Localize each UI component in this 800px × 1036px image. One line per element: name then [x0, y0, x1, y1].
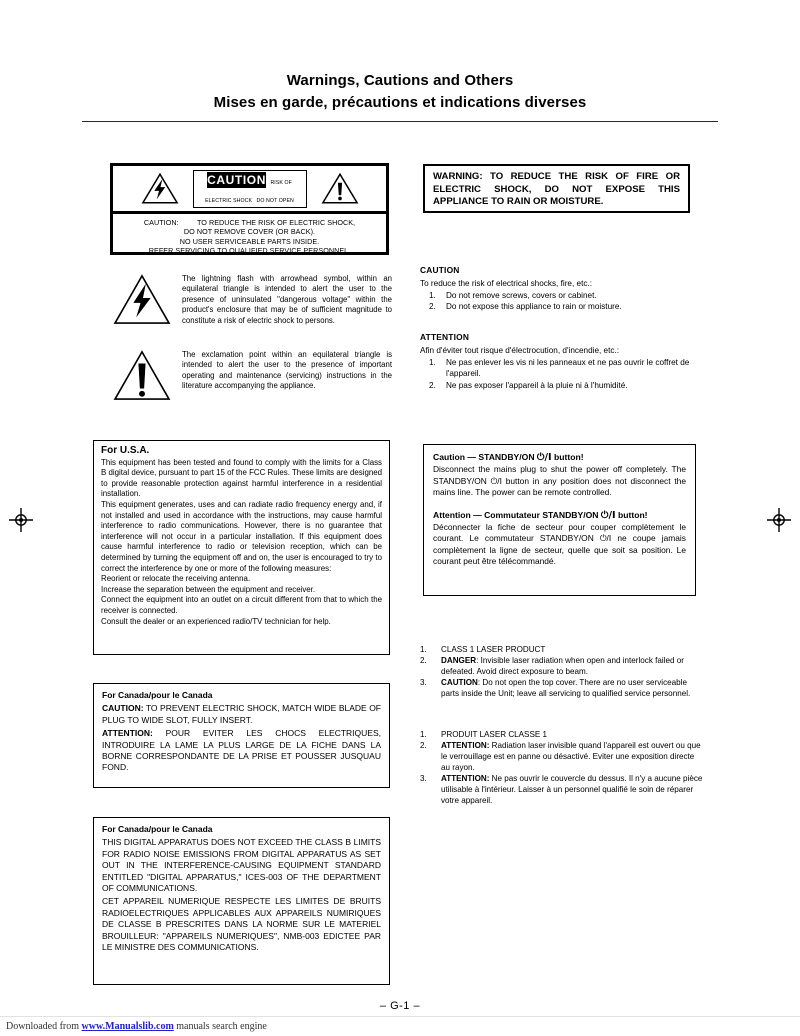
manualslib-footer-bar [0, 1016, 800, 1036]
exclamation-triangle-icon [112, 349, 172, 402]
list-item-text: Do not remove screws, covers or cabinet. [446, 291, 597, 300]
manualslib-link[interactable]: www.Manualslib.com [81, 1021, 174, 1032]
standby-fr-heading-post: button! [615, 509, 648, 520]
laser-notice-en [420, 644, 705, 699]
list-item-number: 3. [420, 774, 427, 783]
list-item [420, 290, 700, 301]
page-number: – G-1 – [379, 1000, 421, 1012]
caution-pictogram-panel [110, 163, 389, 255]
spacer [433, 499, 686, 510]
fcc-measure-4: Consult the dealer or an experienced radio/TV technician for help. [101, 616, 331, 626]
fcc-paragraph-2: This equipment generates, uses and can radiate radio frequency energy and, if not installed and used in accordance with the instructions, may cause harmful interference to radio communications. However, there is no guarantee that interference will not occur in a particular installation. If this equipment does cause harmful interference to radio or television reception, which can be determined by turning the equipment off and on, the user is encouraged to try to correct the interference by one or more of the following measures: [101, 499, 382, 573]
standby-en-heading-pre: Caution — STANDBY/ON [433, 452, 537, 462]
caution-sub-line2: DO NOT OPEN [256, 197, 294, 204]
list-item [420, 301, 700, 312]
list-item-number: 2. [420, 741, 427, 750]
laser-notice-fr [420, 729, 705, 806]
canada-ices-box [93, 817, 390, 985]
canada-attention-label: ATTENTION: [102, 728, 153, 739]
canada-box-2-heading: For Canada/pour le Canada [102, 824, 213, 834]
warning-box-text: WARNING: TO REDUCE THE RISK OF FIRE OR ELECTRIC SHOCK, DO NOT EXPOSE THIS APPLIANCE TO RAIN OR MOISTURE. [433, 171, 680, 208]
standby-fr-heading [433, 510, 686, 521]
standby-fr-heading-pre: Attention — Commutateur STANDBY/ON [433, 509, 601, 520]
list-item-emphasis: ATTENTION: [441, 741, 490, 750]
list-item-emphasis: ATTENTION: [441, 774, 490, 783]
caution-panel-symbol-row [113, 166, 386, 214]
canada-box-1-heading: For Canada/pour le Canada [102, 690, 213, 700]
standby-en-heading [433, 452, 686, 463]
list-item [420, 357, 708, 380]
exclamation-symbol-explanation [112, 349, 392, 402]
caution-list-heading: CAUTION [420, 265, 460, 275]
download-prefix: Downloaded from [6, 1021, 82, 1032]
lightning-symbol-text: The lightning flash with arrowhead symbol, within an equilateral triangle is intended to alert the user to the presence of uninsulated "dangerous voltage" within the product's enclosure that may be of sufficient magnitude to constitute a risk of electric shock to persons. [182, 274, 392, 325]
exclamation-symbol-text: The exclamation point within an equilateral triangle is intended to alert the user to the presence of important operating and maintenance (servicing) instructions in the literature accompanying the appliance. [182, 350, 392, 391]
list-item-text: PRODUIT LASER CLASSE 1 [441, 730, 548, 739]
registration-mark-icon [766, 507, 792, 533]
page-title [0, 70, 800, 114]
list-item [420, 677, 705, 699]
list-item-text: Ne pas ouvrir le couvercle du dessus. Il n'y a aucune pièce utilisable à l'intérieur. Laisser à un personnel qualifié le soin de réparer votre appareil. [441, 774, 703, 805]
warning-box [423, 164, 690, 213]
list-item [420, 729, 705, 740]
manualslib-footer-text [0, 1017, 800, 1032]
power-standby-icon: ⏻/I [536, 452, 552, 463]
standby-en-body: Disconnect the mains plug to shut the power off completely. The STANDBY/ON ⏻/I button in any position does not disconnect the mains line. The power can be remote controlled. [433, 464, 686, 498]
caution-body-line1-text: TO REDUCE THE RISK OF ELECTRIC SHOCK, [196, 218, 356, 227]
canada-caution-label: CAUTION: [102, 703, 144, 714]
list-item-emphasis: DANGER [441, 656, 477, 665]
canada-attention-text: POUR EVITER LES CHOCS ELECTRIQUES, INTRODUIRE LA LAME LA PLUS LARGE DE LA FICHE DANS LA BORNE CORRESPONDANTE DE LA PRISE ET POUSSER JUSQUAU FOND. [102, 728, 381, 773]
caution-label-block [193, 170, 307, 208]
lightning-bolt-triangle-icon [112, 273, 172, 326]
canada-box-1-caution [102, 703, 381, 726]
caution-body-line3: NO USER SERVICEABLE PARTS INSIDE. [179, 236, 320, 246]
list-item-number: 2. [429, 380, 436, 390]
list-item-text: Do not expose this appliance to rain or moisture. [446, 302, 622, 312]
attention-list-block [420, 332, 708, 391]
list-item-number: 1. [429, 291, 436, 300]
attention-list-heading: ATTENTION [420, 332, 470, 342]
standby-fr-body: Déconnecter la fiche de secteur pour couper complètement le courant. Le commutateur STANDBY/ON ⏻/I ne coupe jamais complètement la ligne de secteur, quelle que soit sa position. Le courant peut être télécommandé. [433, 522, 686, 567]
list-item-text: CLASS 1 LASER PRODUCT [441, 645, 546, 654]
list-item-number: 2. [420, 656, 427, 665]
canada-box-2-paragraph-en: THIS DIGITAL APPARATUS DOES NOT EXCEED THE CLASS B LIMITS FOR RADIO NOISE EMISSIONS FROM DIGITAL APPARATUS AS SET OUT IN THE INTERFERENCE-CAUSING EQUIPMENT STANDARD ENTITLED "DIGITAL APPARATUS," ICES-003 OF THE DEPARTMENT OF COMMUNICATIONS. [102, 837, 381, 894]
list-item-emphasis: CAUTION [441, 678, 478, 687]
page-title-fr: Mises en garde, précautions et indications diverses [213, 93, 587, 111]
standby-on-caution-box [423, 444, 696, 596]
list-item [420, 655, 705, 677]
caution-list-intro: To reduce the risk of electrical shocks, fire, etc.: [420, 279, 593, 288]
caution-list-block [420, 265, 700, 313]
fcc-usa-box [93, 440, 390, 655]
caution-list-items [420, 290, 700, 313]
list-item-number: 2. [429, 302, 436, 312]
download-suffix: manuals search engine [173, 1021, 267, 1032]
caution-panel-body [113, 214, 386, 259]
canada-box-1-attention [102, 728, 381, 774]
fcc-paragraph-1: This equipment has been tested and found to comply with the limits for a Class B digital device, pursuant to part 15 of the FCC Rules. These limits are designed to provide reasonable protection against harmful interference in a residential installation. [101, 457, 382, 499]
list-item-text: Ne pas exposer l'appareil à la pluie ni à l'humidité. [446, 380, 628, 390]
list-item-number: 3. [420, 678, 427, 687]
fcc-heading: For U.S.A. [101, 445, 150, 456]
registration-mark-icon [8, 507, 34, 533]
caution-sub-line1: RISK OF ELECTRIC SHOCK [205, 179, 292, 204]
canada-caution-text: TO PREVENT ELECTRIC SHOCK, MATCH WIDE BLADE OF PLUG TO WIDE SLOT, FULLY INSERT. [102, 703, 381, 725]
list-item-text: : Invisible laser radiation when open and interlock failed or defeated. Avoid direct exposure to beam. [441, 656, 684, 676]
lightning-bolt-triangle-icon [141, 172, 179, 205]
power-standby-icon: ⏻/I [600, 509, 616, 521]
list-item [420, 380, 708, 391]
list-item-text: Ne pas enlever les vis ni les panneaux et ne pas ouvrir le coffret de l'appareil. [446, 358, 690, 379]
list-item-number: 1. [420, 730, 427, 739]
caution-body-line2: DO NOT REMOVE COVER (OR BACK). [183, 227, 316, 237]
canada-plug-box [93, 683, 390, 788]
standby-en-heading-post: button! [551, 452, 584, 462]
caution-body-line4: REFER SERVICING TO QUALIFIED SERVICE PERSONNEL. [148, 246, 351, 256]
fcc-measure-1: Reorient or relocate the receiving antenna. [101, 574, 251, 584]
list-item [420, 740, 705, 773]
fcc-measure-3: Connect the equipment into an outlet on a circuit different from that to which the receiver is connected. [101, 595, 382, 615]
list-item [420, 773, 705, 806]
fcc-measure-2: Increase the separation between the equipment and receiver. [101, 584, 316, 594]
lightning-symbol-explanation [112, 273, 392, 326]
canada-box-2-paragraph-fr: CET APPAREIL NUMERIQUE RESPECTE LES LIMITES DE BRUITS RADIOELECTRIQUES APPLICABLES AUX APPAREILS NUMIRIQUES DE CLASSE B PRESCRITES DANS LA NORME SUR LE MATERIEL BROUILLEUR: "APPAREILS NUMERIQUES", NMB-003 EDICTEE PAR LE MINISTRE DES COMMUNICATIONS. [102, 896, 381, 953]
list-item-number: 1. [420, 645, 427, 654]
attention-list-intro: Afin d'éviter tout risque d'électrocution, d'incendie, etc.: [420, 346, 620, 355]
exclamation-triangle-icon [321, 172, 359, 205]
page-title-en: Warnings, Cautions and Others [286, 72, 514, 89]
header-divider [82, 121, 718, 122]
list-item [420, 644, 705, 655]
caution-word: CAUTION [207, 172, 266, 187]
caution-body-line1 [117, 218, 382, 227]
list-item-number: 1. [429, 358, 436, 367]
attention-list-items [420, 357, 708, 391]
list-item-text: : Do not open the top cover. There are no user serviceable parts inside the Unit; leave all servicing to qualified service personnel. [441, 678, 691, 698]
list-item-text: Radiation laser invisible quand l'appareil est ouvert ou que le verrouillage est en panne ou désactivé. Eviter une exposition directe au rayon. [441, 741, 701, 772]
caution-body-lead: CAUTION: [143, 218, 179, 227]
